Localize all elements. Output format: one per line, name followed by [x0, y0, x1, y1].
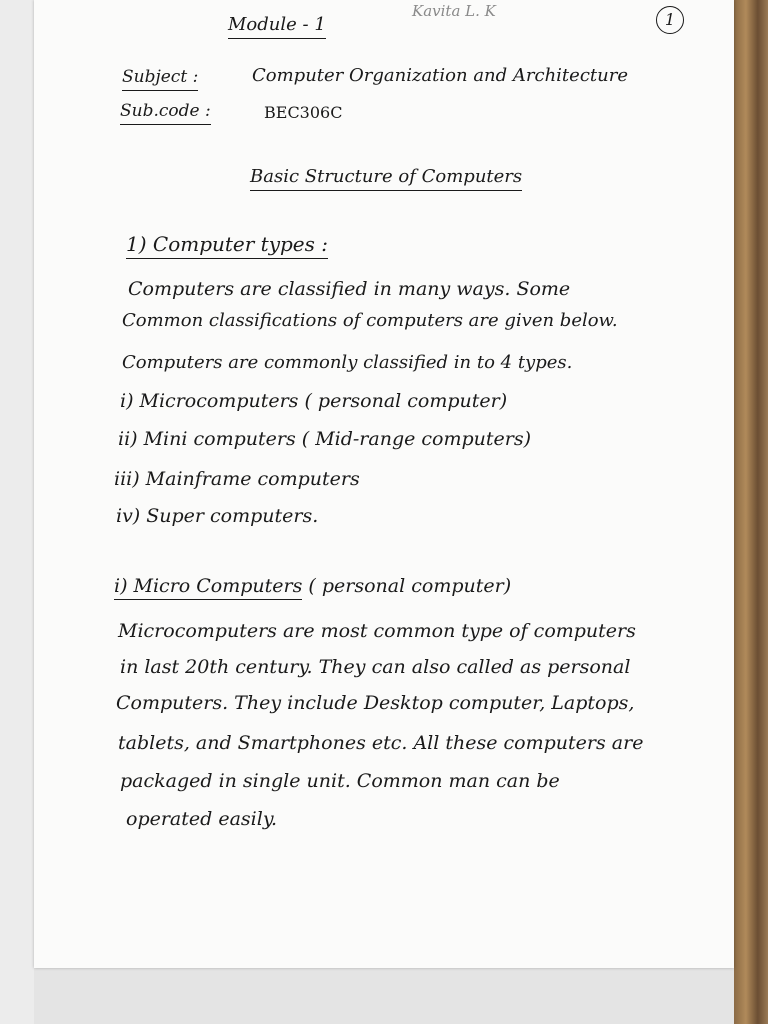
section2-heading — [114, 575, 511, 597]
page-number: 1 — [656, 6, 684, 34]
section1-line-1: Computers are classified in many ways. Some — [128, 278, 571, 300]
type-item: iii) Mainframe computers — [114, 468, 360, 490]
section1-heading-text: 1) Computer types : — [126, 232, 328, 259]
subcode-label: Sub.code : — [120, 100, 211, 125]
section2-line-4: tablets, and Smartphones etc. All these computers are — [118, 732, 644, 754]
section2-line-6: operated easily. — [126, 808, 278, 830]
background-left — [0, 0, 34, 1024]
section1-line-2: Common classifications of computers are given below. — [122, 310, 618, 331]
type-item: iv) Super computers. — [116, 505, 319, 527]
section1-line-3: Computers are commonly classified in to 4 types. — [122, 352, 573, 373]
wooden-table-edge — [734, 0, 768, 1024]
module-title: Module - 1 — [228, 14, 326, 39]
subject-value: Computer Organization and Architecture — [252, 65, 628, 86]
section2-line-1: Microcomputers are most common type of computers — [118, 620, 636, 642]
type-item: i) Microcomputers ( personal computer) — [120, 390, 508, 412]
section1-heading — [126, 233, 328, 255]
section2-line-3: Computers. They include Desktop computer, Laptops, — [116, 692, 635, 714]
section2-line-2: in last 20th century. They can also called as personal — [120, 656, 631, 678]
background-bottom — [34, 968, 734, 1024]
section2-heading-rest: ( personal computer) — [308, 575, 512, 597]
main-heading: Basic Structure of Computers — [250, 166, 522, 191]
subject-label: Subject : — [122, 66, 198, 91]
subcode-value: BEC306C — [264, 103, 343, 122]
section2-line-5: packaged in single unit. Common man can be — [120, 770, 560, 792]
section2-heading-title: i) Micro Computers — [114, 575, 302, 600]
type-item: ii) Mini computers ( Mid-range computers) — [118, 428, 532, 450]
author-name: Kavita L. K — [412, 2, 496, 20]
